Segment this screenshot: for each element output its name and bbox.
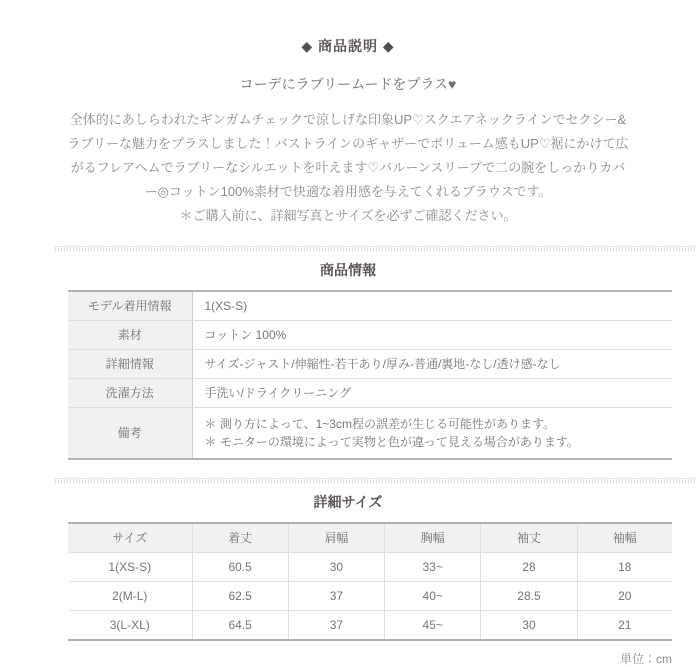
- size-col-header: 胸幅: [385, 523, 481, 553]
- size-cell: 3(L-XL): [68, 611, 192, 641]
- description-line: ー◎コットン100%素材で快適な着用感を与えてくれるブラウスです。: [144, 184, 552, 199]
- info-label: 備考: [68, 408, 192, 460]
- size-cell: 45~: [385, 611, 481, 641]
- size-cell: 62.5: [192, 582, 288, 611]
- table-row: [68, 350, 672, 379]
- size-col-header: サイズ: [68, 523, 192, 553]
- remark-line: ＊ 測り方によって、1~3cm程の誤差が生じる可能性があります。: [204, 417, 555, 431]
- size-row: [68, 553, 672, 582]
- size-col-header: 肩幅: [288, 523, 384, 553]
- size-col-header: 着丈: [192, 523, 288, 553]
- description-line: がるフレアヘムでラブリーなシルエットを叶えます♡バルーンスリーブで二の腕をしっかりカバ: [70, 160, 626, 175]
- size-row: [68, 611, 672, 641]
- size-cell: 20: [577, 582, 672, 611]
- size-cell: 60.5: [192, 553, 288, 582]
- info-value: [192, 408, 672, 460]
- size-cell: 30: [481, 611, 577, 641]
- size-section-title: 詳細サイズ: [313, 494, 383, 510]
- table-row: [68, 379, 672, 408]
- table-row: [68, 408, 672, 460]
- unit-note: 単位：cm: [620, 652, 672, 666]
- size-table: [68, 522, 672, 641]
- size-col-header: 袖幅: [577, 523, 672, 553]
- size-cell: 18: [577, 553, 672, 582]
- size-cell: 28.5: [481, 582, 577, 611]
- size-col-header: 袖丈: [481, 523, 577, 553]
- remark-line: ＊ モニターの環境によって実物と色が違って見える場合があります。: [204, 435, 579, 449]
- info-value: サイズ-ジャスト/伸縮性-若干あり/厚み-普通/裏地-なし/透け感-なし: [192, 350, 672, 379]
- size-header-row: [68, 523, 672, 553]
- ruler-divider: [55, 478, 696, 484]
- size-cell: 2(M-L): [68, 582, 192, 611]
- size-cell: 33~: [385, 553, 481, 582]
- product-info-table: [68, 290, 672, 460]
- size-cell: 37: [288, 582, 384, 611]
- size-cell: 28: [481, 553, 577, 582]
- size-cell: 1(XS-S): [68, 553, 192, 582]
- description-line: 全体的にあしらわれたギンガムチェックで涼しげな印象UP♡スクエアネックラインでセクシー&: [69, 112, 627, 127]
- table-row: [68, 291, 672, 321]
- product-info-title: 商品情報: [320, 262, 376, 278]
- description-line: ラブリーな魅力をプラスしました！バストラインのギャザーでボリューム感もUP♡裾にかけて広: [67, 136, 629, 151]
- size-cell: 37: [288, 611, 384, 641]
- info-label: 素材: [68, 321, 192, 350]
- info-label: モデル着用情報: [68, 291, 192, 321]
- product-description-text: [54, 108, 642, 228]
- size-cell: 64.5: [192, 611, 288, 641]
- purchase-note: ＊ご購入前に、詳細写真とサイズを必ずご確認ください。: [179, 208, 517, 223]
- size-cell: 30: [288, 553, 384, 582]
- info-value: 手洗い/ドライクリーニング: [192, 379, 672, 408]
- info-value: 1(XS-S): [192, 291, 672, 321]
- ruler-divider: [55, 246, 696, 252]
- catchphrase: コーデにラブリームードをプラス♥: [239, 76, 457, 92]
- table-row: [68, 321, 672, 350]
- info-value: コットン 100%: [192, 321, 672, 350]
- info-label: 詳細情報: [68, 350, 192, 379]
- size-cell: 21: [577, 611, 672, 641]
- size-row: [68, 582, 672, 611]
- info-label: 洗濯方法: [68, 379, 192, 408]
- size-cell: 40~: [385, 582, 481, 611]
- page-title: ◆ 商品説明 ◆: [301, 38, 395, 54]
